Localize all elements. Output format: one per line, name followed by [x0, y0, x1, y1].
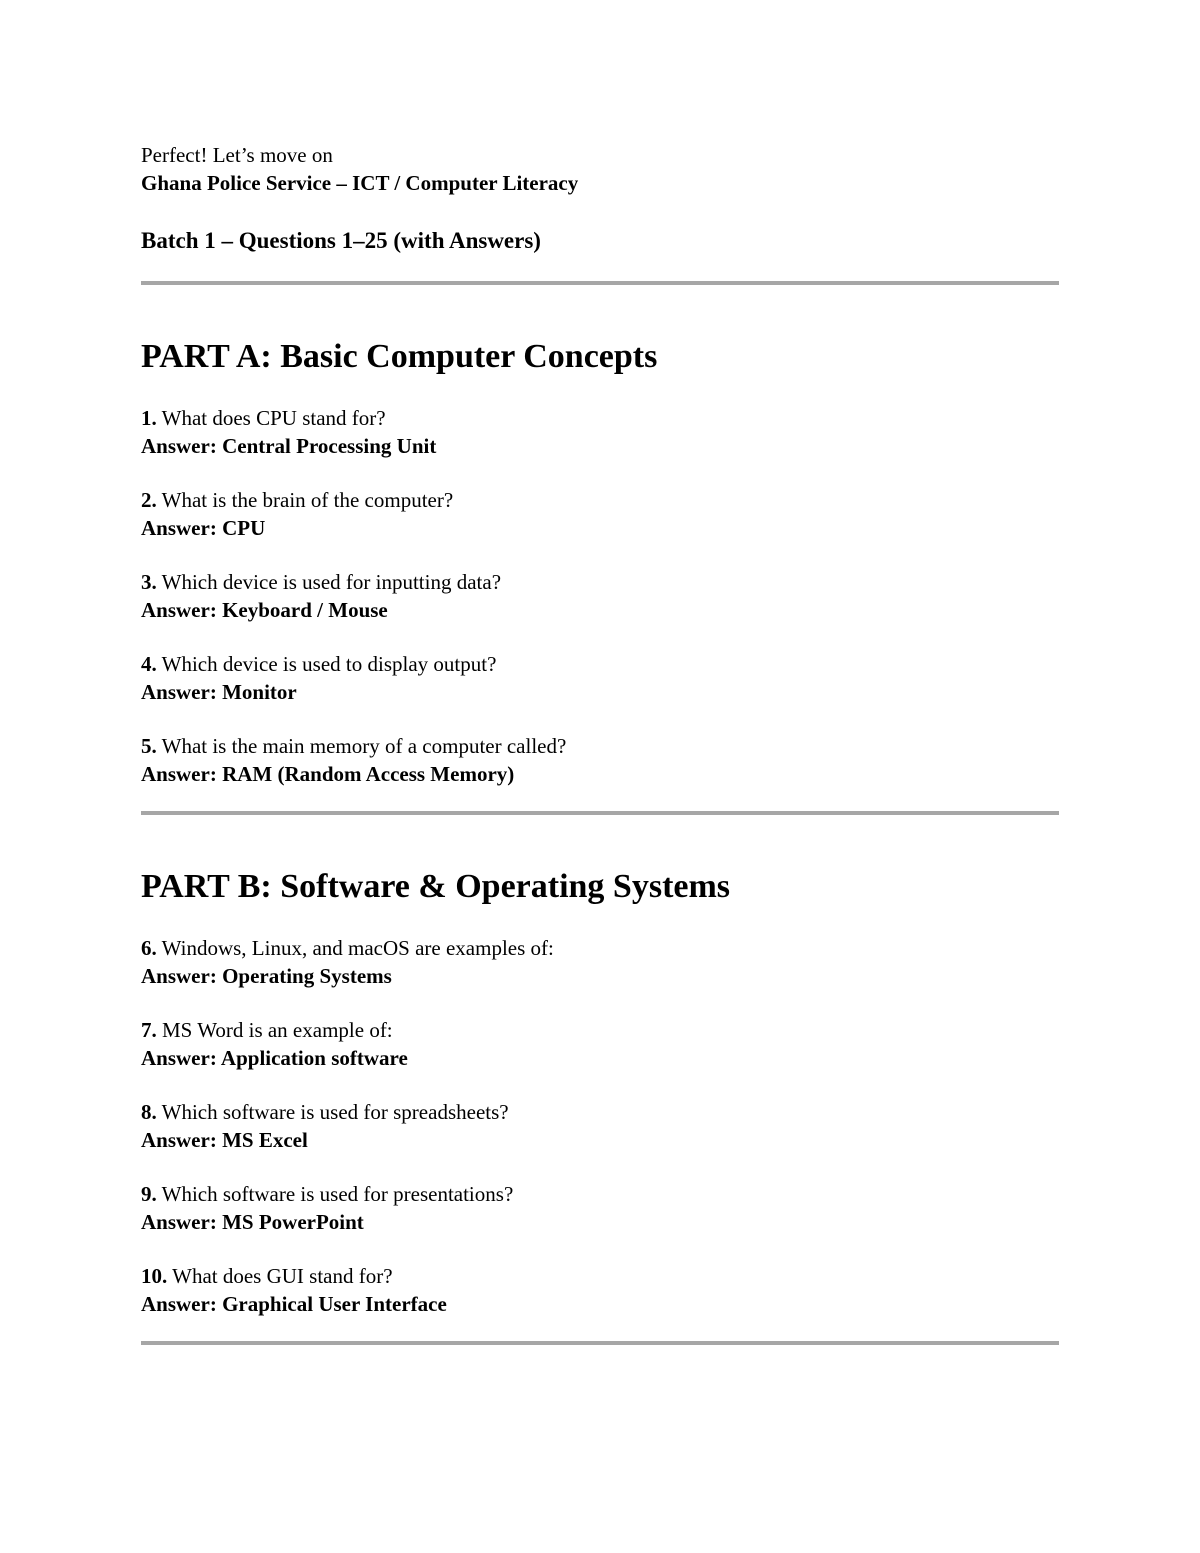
question-number: 5. [141, 734, 157, 758]
answer-line [141, 761, 1059, 789]
question-number: 10. [141, 1264, 168, 1288]
answer-text: MS Excel [222, 1127, 308, 1152]
qa-item [141, 651, 1059, 706]
qa-list-part-a [141, 405, 1059, 815]
section-heading-part-a: PART A: Basic Computer Concepts [141, 338, 658, 375]
answer-label: Answer: [141, 515, 217, 540]
horizontal-divider [141, 281, 1059, 285]
intro-block [141, 141, 578, 197]
question-line [141, 733, 1059, 761]
question-text: What does CPU stand for? [161, 406, 386, 430]
qa-item [141, 1017, 1059, 1072]
answer-line [141, 1209, 1059, 1237]
question-number: 6. [141, 936, 157, 960]
answer-line [141, 1291, 1059, 1319]
section-heading-part-b: PART B: Software & Operating Systems [141, 868, 731, 905]
qa-item [141, 1263, 1059, 1318]
batch-title: Batch 1 – Questions 1–25 (with Answers) [141, 228, 541, 253]
qa-item [141, 935, 1059, 990]
question-line [141, 1099, 1059, 1127]
question-line [141, 569, 1059, 597]
question-number: 2. [141, 488, 157, 512]
question-text: MS Word is an example of: [162, 1018, 393, 1042]
answer-line [141, 679, 1059, 707]
qa-list-part-b [141, 935, 1059, 1345]
horizontal-divider [141, 1341, 1059, 1345]
answer-label: Answer: [141, 1291, 217, 1316]
answer-label: Answer: [141, 597, 217, 622]
question-text: Which device is used for inputting data? [161, 570, 502, 594]
answer-line [141, 1127, 1059, 1155]
question-line [141, 935, 1059, 963]
question-line [141, 487, 1059, 515]
question-number: 9. [141, 1182, 157, 1206]
question-number: 7. [141, 1018, 157, 1042]
question-line [141, 405, 1059, 433]
question-text: Which device is used to display output? [161, 652, 497, 676]
question-text: Windows, Linux, and macOS are examples of: [161, 936, 554, 960]
question-line [141, 1017, 1059, 1045]
qa-item [141, 487, 1059, 542]
question-line [141, 1263, 1059, 1291]
question-text: What does GUI stand for? [172, 1264, 393, 1288]
answer-label: Answer: [141, 433, 217, 458]
question-number: 8. [141, 1100, 157, 1124]
answer-label: Answer: [141, 1127, 217, 1152]
answer-text: Graphical User Interface [222, 1291, 447, 1316]
question-number: 4. [141, 652, 157, 676]
answer-line [141, 1045, 1059, 1073]
qa-item [141, 405, 1059, 460]
qa-item [141, 569, 1059, 624]
question-text: What is the brain of the computer? [161, 488, 454, 512]
answer-label: Answer: [141, 679, 217, 704]
qa-item [141, 733, 1059, 788]
answer-text: RAM (Random Access Memory) [222, 761, 515, 786]
answer-text: Keyboard / Mouse [222, 597, 388, 622]
answer-line [141, 963, 1059, 991]
answer-text: Operating Systems [222, 963, 392, 988]
qa-item [141, 1099, 1059, 1154]
answer-label: Answer: [141, 761, 217, 786]
answer-line [141, 515, 1059, 543]
qa-item [141, 1181, 1059, 1236]
question-text: Which software is used for spreadsheets? [161, 1100, 509, 1124]
question-line [141, 1181, 1059, 1209]
question-text: Which software is used for presentations? [161, 1182, 514, 1206]
question-text: What is the main memory of a computer called? [161, 734, 567, 758]
question-number: 3. [141, 570, 157, 594]
answer-text: CPU [222, 515, 266, 540]
answer-line [141, 433, 1059, 461]
horizontal-divider [141, 811, 1059, 815]
answer-text: Application software [220, 1045, 408, 1070]
question-line [141, 651, 1059, 679]
answer-text: Central Processing Unit [222, 433, 437, 458]
question-number: 1. [141, 406, 157, 430]
intro-line: Perfect! Let’s move on [141, 143, 333, 167]
document-subtitle: Ghana Police Service – ICT / Computer Literacy [141, 171, 579, 195]
answer-text: MS PowerPoint [222, 1209, 364, 1234]
answer-label: Answer: [141, 963, 217, 988]
answer-line [141, 597, 1059, 625]
answer-label: Answer: [141, 1209, 217, 1234]
answer-label: Answer: [141, 1045, 217, 1070]
answer-text: Monitor [222, 679, 297, 704]
